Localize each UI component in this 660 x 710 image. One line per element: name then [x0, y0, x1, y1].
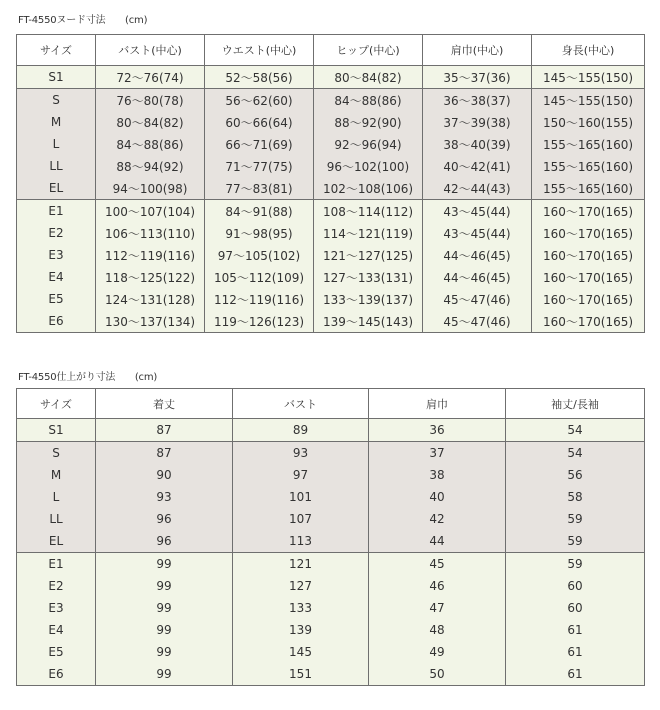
cell-size: L — [17, 486, 96, 508]
cell-shoulder: 35〜37(36) — [423, 66, 532, 89]
cell-size: E4 — [17, 266, 96, 288]
cell-hip: 114〜121(119) — [314, 222, 423, 244]
cell-hip: 84〜88(86) — [314, 89, 423, 112]
cell-shoulder: 50 — [369, 663, 506, 686]
cell-waist: 91〜98(95) — [205, 222, 314, 244]
cell-waist: 77〜83(81) — [205, 177, 314, 200]
table-row — [17, 663, 645, 686]
cell-hip: 102〜108(106) — [314, 177, 423, 200]
table-header-row — [17, 389, 645, 419]
cell-height: 160〜170(165) — [532, 310, 645, 333]
cell-height: 155〜165(160) — [532, 177, 645, 200]
header-length: 着丈 — [96, 389, 233, 419]
nude-size-caption: FT-4550ヌード寸法 (cm) — [18, 15, 148, 26]
cell-hip: 121〜127(125) — [314, 244, 423, 266]
table-row — [17, 222, 645, 244]
cell-bust: 84〜88(86) — [96, 133, 205, 155]
cell-length: 90 — [96, 464, 233, 486]
cell-sleeve: 59 — [506, 553, 645, 576]
cell-size: E4 — [17, 619, 96, 641]
cell-shoulder: 48 — [369, 619, 506, 641]
cell-size: E5 — [17, 288, 96, 310]
cell-hip: 80〜84(82) — [314, 66, 423, 89]
header-shoulder: 肩巾 — [369, 389, 506, 419]
cell-length: 99 — [96, 575, 233, 597]
cell-shoulder: 44〜46(45) — [423, 266, 532, 288]
finished-size-table — [16, 388, 645, 686]
table-row — [17, 575, 645, 597]
cell-bust: 100〜107(104) — [96, 200, 205, 223]
header-hip: ヒップ(中心) — [314, 35, 423, 66]
cell-shoulder: 45 — [369, 553, 506, 576]
cell-shoulder: 38〜40(39) — [423, 133, 532, 155]
cell-length: 99 — [96, 641, 233, 663]
table-row — [17, 244, 645, 266]
cell-shoulder: 42 — [369, 508, 506, 530]
cell-hip: 139〜145(143) — [314, 310, 423, 333]
cell-bust: 118〜125(122) — [96, 266, 205, 288]
cell-bust: 72〜76(74) — [96, 66, 205, 89]
cell-size: S1 — [17, 66, 96, 89]
header-size: サイズ — [17, 389, 96, 419]
table-row — [17, 133, 645, 155]
table-row — [17, 200, 645, 223]
cell-waist: 84〜91(88) — [205, 200, 314, 223]
cell-hip: 127〜133(131) — [314, 266, 423, 288]
cell-size: L — [17, 133, 96, 155]
table-row — [17, 553, 645, 576]
table-row — [17, 66, 645, 89]
cell-size: E1 — [17, 200, 96, 223]
cell-bust: 88〜94(92) — [96, 155, 205, 177]
cell-height: 155〜165(160) — [532, 155, 645, 177]
cell-bust: 151 — [233, 663, 369, 686]
cell-length: 99 — [96, 597, 233, 619]
header-shoulder: 肩巾(中心) — [423, 35, 532, 66]
cell-hip: 88〜92(90) — [314, 111, 423, 133]
cell-waist: 52〜58(56) — [205, 66, 314, 89]
cell-sleeve: 58 — [506, 486, 645, 508]
cell-sleeve: 54 — [506, 419, 645, 442]
cell-height: 155〜165(160) — [532, 133, 645, 155]
cell-bust: 127 — [233, 575, 369, 597]
cell-waist: 97〜105(102) — [205, 244, 314, 266]
header-size: サイズ — [17, 35, 96, 66]
header-bust: バスト — [233, 389, 369, 419]
cell-sleeve: 56 — [506, 464, 645, 486]
cell-height: 160〜170(165) — [532, 266, 645, 288]
cell-sleeve: 60 — [506, 597, 645, 619]
cell-length: 99 — [96, 619, 233, 641]
cell-bust: 93 — [233, 442, 369, 465]
cell-bust: 89 — [233, 419, 369, 442]
cell-length: 87 — [96, 442, 233, 465]
cell-waist: 66〜71(69) — [205, 133, 314, 155]
cell-waist: 119〜126(123) — [205, 310, 314, 333]
cell-length: 96 — [96, 508, 233, 530]
cell-size: S — [17, 442, 96, 465]
header-sleeve: 袖丈/長袖 — [506, 389, 645, 419]
cell-hip: 133〜139(137) — [314, 288, 423, 310]
cell-size: EL — [17, 177, 96, 200]
cell-bust: 76〜80(78) — [96, 89, 205, 112]
finished-size-caption: FT-4550仕上がり寸法 (cm) — [18, 372, 158, 383]
cell-bust: 133 — [233, 597, 369, 619]
cell-bust: 113 — [233, 530, 369, 553]
table-row — [17, 310, 645, 333]
cell-waist: 112〜119(116) — [205, 288, 314, 310]
cell-shoulder: 49 — [369, 641, 506, 663]
cell-shoulder: 45〜47(46) — [423, 288, 532, 310]
table-row — [17, 486, 645, 508]
cell-shoulder: 43〜45(44) — [423, 222, 532, 244]
cell-height: 160〜170(165) — [532, 222, 645, 244]
cell-shoulder: 36 — [369, 419, 506, 442]
cell-sleeve: 59 — [506, 508, 645, 530]
cell-size: EL — [17, 530, 96, 553]
table-row — [17, 530, 645, 553]
cell-height: 145〜155(150) — [532, 89, 645, 112]
cell-bust: 94〜100(98) — [96, 177, 205, 200]
cell-bust: 107 — [233, 508, 369, 530]
cell-bust: 80〜84(82) — [96, 111, 205, 133]
cell-sleeve: 61 — [506, 619, 645, 641]
cell-size: E3 — [17, 244, 96, 266]
header-bust: バスト(中心) — [96, 35, 205, 66]
cell-waist: 56〜62(60) — [205, 89, 314, 112]
header-waist: ウエスト(中心) — [205, 35, 314, 66]
cell-shoulder: 45〜47(46) — [423, 310, 532, 333]
cell-bust: 139 — [233, 619, 369, 641]
table-row — [17, 111, 645, 133]
table-row — [17, 89, 645, 112]
cell-bust: 130〜137(134) — [96, 310, 205, 333]
cell-waist: 60〜66(64) — [205, 111, 314, 133]
table-row — [17, 464, 645, 486]
cell-shoulder: 43〜45(44) — [423, 200, 532, 223]
cell-height: 145〜155(150) — [532, 66, 645, 89]
cell-size: E3 — [17, 597, 96, 619]
table-row — [17, 419, 645, 442]
cell-shoulder: 36〜38(37) — [423, 89, 532, 112]
cell-size: E1 — [17, 553, 96, 576]
table-row — [17, 597, 645, 619]
cell-bust: 101 — [233, 486, 369, 508]
cell-height: 160〜170(165) — [532, 288, 645, 310]
table-row — [17, 442, 645, 465]
cell-size: LL — [17, 155, 96, 177]
cell-shoulder: 44〜46(45) — [423, 244, 532, 266]
cell-size: S1 — [17, 419, 96, 442]
cell-height: 150〜160(155) — [532, 111, 645, 133]
cell-shoulder: 44 — [369, 530, 506, 553]
header-height: 身長(中心) — [532, 35, 645, 66]
table-row — [17, 266, 645, 288]
cell-shoulder: 47 — [369, 597, 506, 619]
cell-size: S — [17, 89, 96, 112]
table-row — [17, 155, 645, 177]
cell-waist: 71〜77(75) — [205, 155, 314, 177]
table-row — [17, 619, 645, 641]
cell-sleeve: 61 — [506, 641, 645, 663]
cell-size: E6 — [17, 663, 96, 686]
cell-bust: 124〜131(128) — [96, 288, 205, 310]
cell-shoulder: 46 — [369, 575, 506, 597]
cell-sleeve: 54 — [506, 442, 645, 465]
cell-shoulder: 40 — [369, 486, 506, 508]
table-row — [17, 288, 645, 310]
cell-size: M — [17, 464, 96, 486]
cell-sleeve: 60 — [506, 575, 645, 597]
cell-shoulder: 37〜39(38) — [423, 111, 532, 133]
cell-sleeve: 59 — [506, 530, 645, 553]
cell-hip: 92〜96(94) — [314, 133, 423, 155]
cell-size: E2 — [17, 575, 96, 597]
table-row — [17, 177, 645, 200]
nude-size-table — [16, 34, 645, 333]
cell-length: 93 — [96, 486, 233, 508]
cell-hip: 108〜114(112) — [314, 200, 423, 223]
cell-bust: 112〜119(116) — [96, 244, 205, 266]
table-header-row — [17, 35, 645, 66]
cell-size: LL — [17, 508, 96, 530]
cell-shoulder: 38 — [369, 464, 506, 486]
cell-bust: 121 — [233, 553, 369, 576]
cell-length: 87 — [96, 419, 233, 442]
cell-length: 96 — [96, 530, 233, 553]
cell-height: 160〜170(165) — [532, 200, 645, 223]
cell-sleeve: 61 — [506, 663, 645, 686]
cell-size: M — [17, 111, 96, 133]
cell-size: E6 — [17, 310, 96, 333]
cell-hip: 96〜102(100) — [314, 155, 423, 177]
cell-shoulder: 42〜44(43) — [423, 177, 532, 200]
cell-size: E2 — [17, 222, 96, 244]
table-row — [17, 641, 645, 663]
cell-waist: 105〜112(109) — [205, 266, 314, 288]
cell-bust: 106〜113(110) — [96, 222, 205, 244]
cell-size: E5 — [17, 641, 96, 663]
cell-bust: 145 — [233, 641, 369, 663]
cell-length: 99 — [96, 553, 233, 576]
cell-shoulder: 40〜42(41) — [423, 155, 532, 177]
cell-length: 99 — [96, 663, 233, 686]
cell-shoulder: 37 — [369, 442, 506, 465]
table-row — [17, 508, 645, 530]
cell-bust: 97 — [233, 464, 369, 486]
cell-height: 160〜170(165) — [532, 244, 645, 266]
